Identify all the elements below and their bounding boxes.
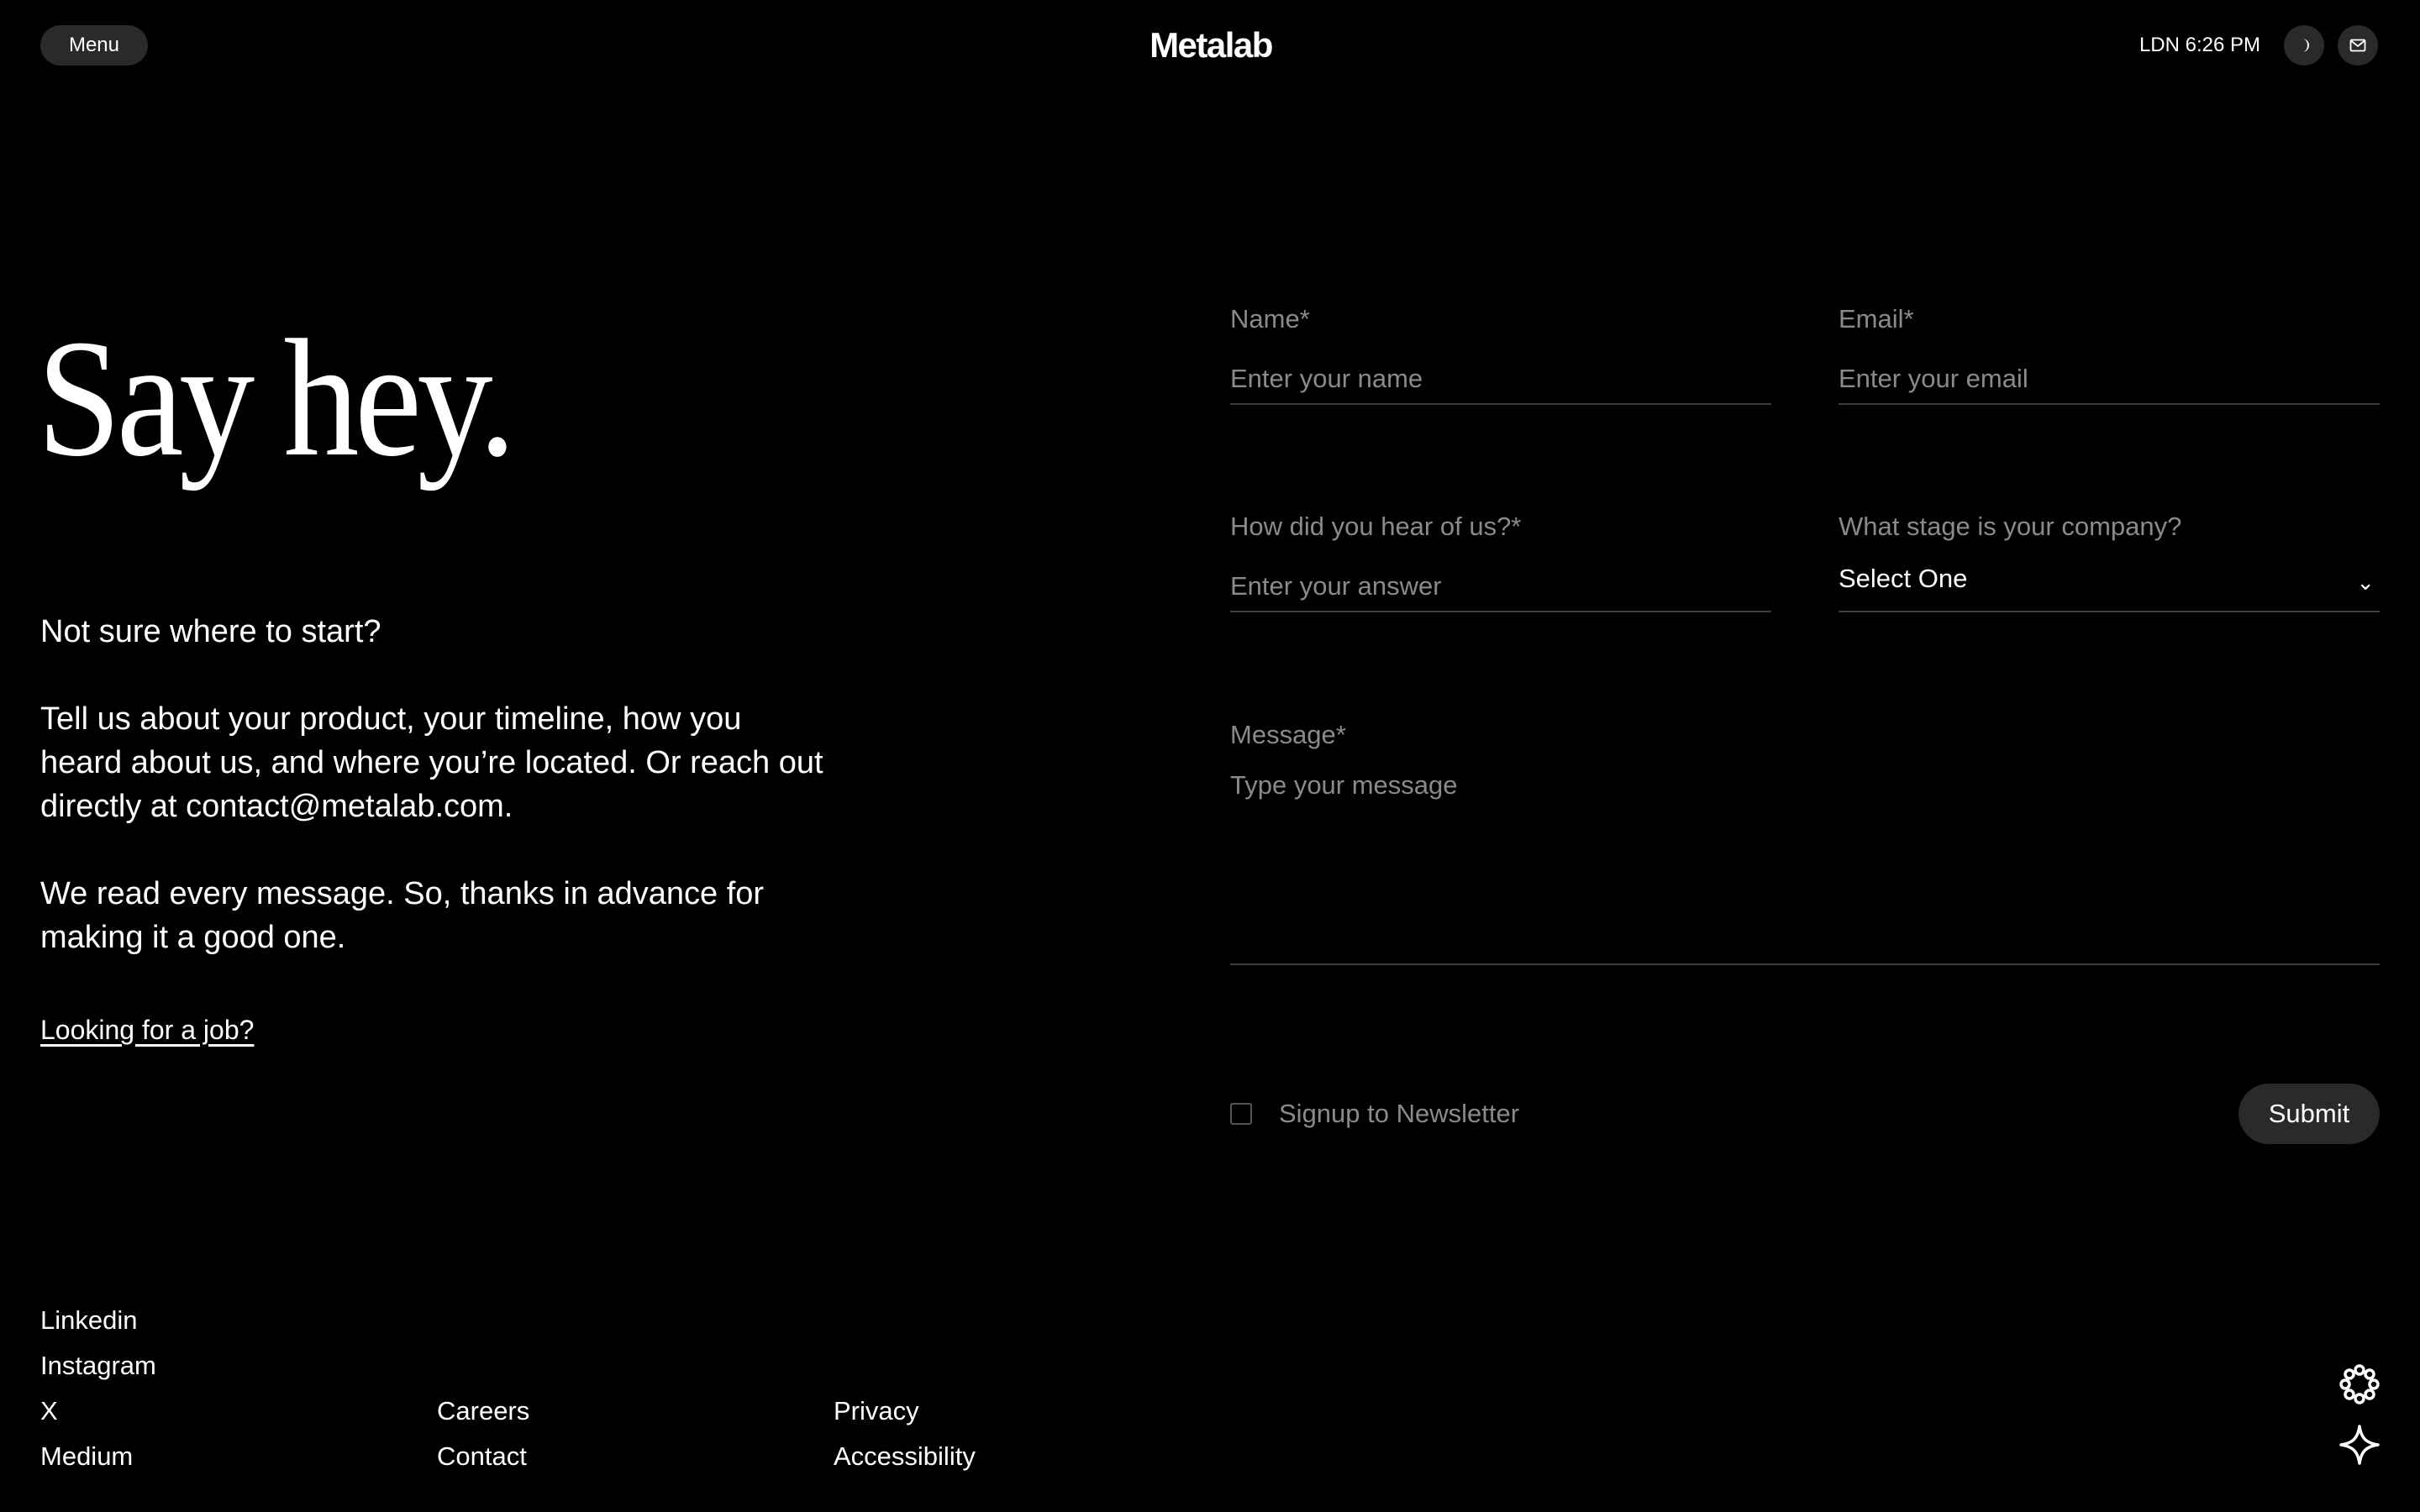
sparkle-icon[interactable]: [2338, 1423, 2381, 1467]
message-label: Message*: [1230, 720, 1346, 749]
jobs-link[interactable]: Looking for a job?: [40, 1015, 255, 1045]
stage-field-group: [1839, 510, 2380, 612]
source-field-group: [1230, 510, 1771, 612]
moon-icon: [2296, 37, 2312, 54]
theme-toggle-button[interactable]: [2284, 25, 2324, 66]
social-links: [40, 1298, 156, 1479]
source-input[interactable]: [1230, 562, 1771, 612]
newsletter-checkbox[interactable]: [1230, 1103, 1252, 1125]
mail-button[interactable]: [2338, 25, 2378, 66]
page-title: Say hey.: [37, 306, 513, 491]
chevron-down-icon: ⌄: [2356, 570, 2375, 595]
intro-paragraph: Not sure where to start?: [40, 614, 381, 649]
message-field-group: [1230, 718, 2380, 965]
legal-links: [834, 1389, 976, 1479]
footer-link-accessibility[interactable]: Accessibility: [834, 1441, 976, 1471]
name-input[interactable]: [1230, 354, 1771, 405]
menu-button[interactable]: Menu: [40, 25, 148, 66]
message-textarea[interactable]: [1230, 770, 2380, 965]
flower-icon[interactable]: [2338, 1362, 2381, 1406]
intro-paragraph: Tell us about your product, your timeline, how you heard about us, and where you’re located. Or reach out directly at contact@metalab.com.: [40, 701, 823, 824]
stage-label: What stage is your company?: [1839, 512, 2182, 541]
sparkle-icon-graphic: [2338, 1424, 2381, 1466]
flower-icon-graphic: [2338, 1363, 2381, 1405]
newsletter-option[interactable]: [1230, 1097, 1519, 1131]
footer-link-medium[interactable]: Medium: [40, 1441, 134, 1471]
footer-link-x[interactable]: X: [40, 1396, 58, 1425]
company-links: [437, 1389, 529, 1479]
local-time: LDN 6:26 PM: [2139, 34, 2260, 56]
intro-text: [40, 610, 830, 1003]
source-label: How did you hear of us?*: [1230, 512, 1522, 541]
email-input[interactable]: [1839, 354, 2380, 405]
footer-link-contact[interactable]: Contact: [437, 1441, 527, 1471]
logo[interactable]: Metalab: [1150, 25, 1272, 65]
stage-selected-value: Select One: [1839, 564, 1968, 593]
name-label: Name*: [1230, 304, 1310, 333]
email-field-group: [1839, 302, 2380, 405]
name-field-group: [1230, 302, 1771, 405]
submit-button[interactable]: Submit: [2238, 1084, 2380, 1144]
email-label: Email*: [1839, 304, 1914, 333]
intro-paragraph: We read every message. So, thanks in advance for making it a good one.: [40, 876, 765, 955]
footer-link-linkedin[interactable]: Linkedin: [40, 1305, 138, 1335]
footer-link-careers[interactable]: Careers: [437, 1396, 530, 1425]
footer-link-instagram[interactable]: Instagram: [40, 1351, 156, 1380]
footer-link-privacy[interactable]: Privacy: [834, 1396, 919, 1425]
mail-icon: [2349, 39, 2366, 52]
newsletter-label: Signup to Newsletter: [1279, 1099, 1520, 1128]
stage-select[interactable]: [1839, 562, 2380, 612]
